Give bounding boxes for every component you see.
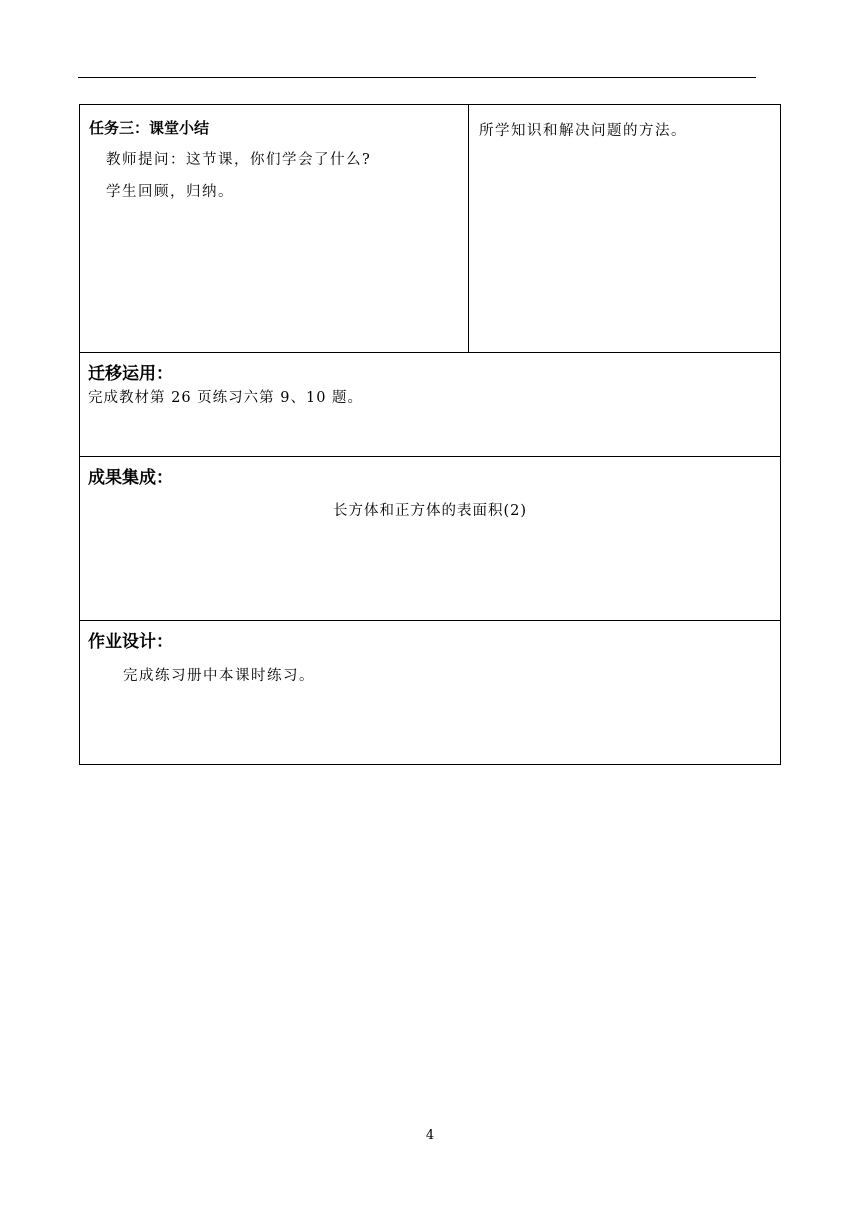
homework-cell xyxy=(80,621,780,763)
summary-left-cell xyxy=(80,105,468,352)
header-rule xyxy=(78,77,756,78)
transfer-title: 迁移运用： xyxy=(88,364,173,384)
homework-text: 完成练习册中本课时练习。 xyxy=(123,668,315,684)
results-title: 成果集成： xyxy=(88,468,173,488)
summary-right-cell xyxy=(469,105,780,352)
homework-title: 作业设计： xyxy=(88,632,173,652)
summary-line-1: 教师提问：这节课，你们学会了什么? xyxy=(106,152,372,168)
results-text: 长方体和正方体的表面积(2) xyxy=(332,503,528,519)
summary-right-note: 所学知识和解决问题的方法。 xyxy=(479,123,687,139)
results-cell xyxy=(80,457,780,620)
transfer-cell xyxy=(80,353,780,456)
summary-title: 任务三：课堂小结 xyxy=(89,119,210,137)
page-number: 4 xyxy=(425,1128,435,1143)
lesson-table xyxy=(79,104,781,765)
summary-line-2: 学生回顾，归纳。 xyxy=(106,184,234,200)
transfer-text: 完成教材第 26 页练习六第 9、10 题。 xyxy=(88,390,364,406)
